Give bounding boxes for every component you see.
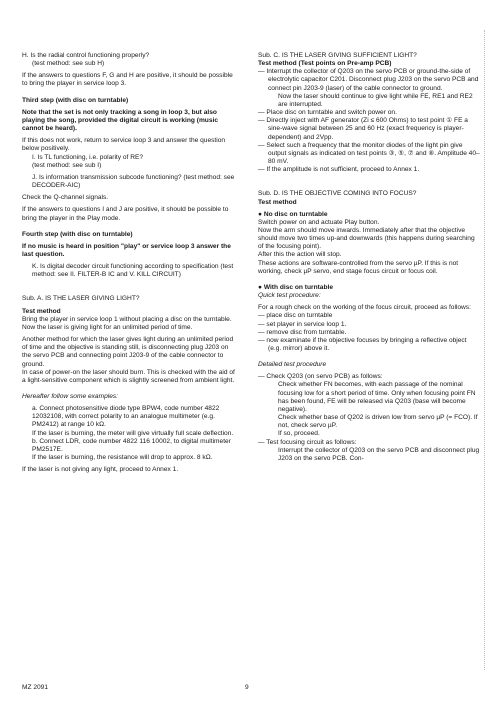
spacer: [22, 279, 238, 287]
italic-heading: Hereafter follow some examples:: [22, 393, 119, 400]
dash-item: — remove disc from turntable.: [258, 328, 347, 336]
paragraph: Switch power on and actuate Play button.: [258, 218, 380, 226]
paragraph: If the laser is not giving any light, proceed to Annex 1.: [22, 466, 179, 474]
dash-item: — set player in service loop 1.: [258, 320, 347, 328]
paragraph: If this does not work, return to service loop 3 and answer the question below positively.: [22, 137, 226, 153]
spacer: [22, 223, 238, 231]
indented-paragraph: (test method: see sub I): [32, 161, 102, 169]
continued-item: Check whether base of Q202 is driven low from servo µP (= FCO). If not, check servo µP.: [278, 414, 478, 430]
section-heading: Test method: [22, 307, 61, 315]
continued-item: Interrupt the collector of Q203 on the servo PCB and disconnect plug J203 on the servo PCB. Con-: [278, 446, 480, 462]
section-heading: Test method: [258, 198, 297, 206]
spacer: [22, 287, 238, 295]
section-heading: Note that the set is not only tracking a song in loop 3, but also playing the song, provided the digital circuit is working (music cannot be heard).: [22, 108, 219, 133]
dash-item: — If the amplitude is not sufficient, proceed to Annex 1.: [258, 166, 420, 174]
indented-paragraph: (test method: see sub H): [32, 60, 105, 68]
italic-heading: Quick test procedure:: [258, 292, 321, 300]
section-heading: Test method (Test points on Pre-amp PCB): [258, 60, 392, 68]
left-column: [22, 52, 238, 474]
paragraph: Now the arm should move inwards. Immediately after that the objective should move two times up-and downwards (this happens during searching of the focusing point).: [258, 226, 475, 251]
spacer: [22, 89, 238, 97]
spacer: [258, 353, 480, 361]
paragraph: These actions are software-controlled from the servo µP. If this is not working, check µP servo, end stage focus circuit or focus coil.: [258, 259, 459, 275]
continued-item: Check whether FN becomes, with each passage of the nominal focusing low for a short period of time. Only when focusing point FN has been found, FE will be released via Q203 (base will become negative).: [278, 381, 476, 413]
paragraph: Sub. C. IS THE LASER GIVING SUFFICIENT LIGHT?: [258, 52, 417, 59]
dash-item: — place disc on turntable: [258, 312, 333, 320]
indented-paragraph: If the laser is burning, the meter will give virtually full scale deflection.: [32, 429, 234, 437]
dash-item: — Test focusing circuit as follows:: [258, 438, 357, 446]
dash-item: — now examinate if the objective focuses by bringing a reflective object (e.g. mirror) above it.: [258, 336, 467, 352]
indented-paragraph: b. Connect LDR, code number 4822 116 10002, to digital multimeter PM2517E.: [32, 437, 231, 453]
paragraph: Sub. D. IS THE OBJECTIVE COMING INTO FOCUS?: [258, 190, 417, 198]
spacer: [258, 174, 480, 182]
paragraph: Another method for which the laser gives light during an unlimited period of time and the objective is standing still, is disconnecting plug J203 on the servo PCB and connecting point J203-9 of the cable connector to ground.: [22, 336, 234, 368]
paragraph: Bring the player in service loop 1 without placing a disc on the turntable. Now the laser is giving light for an unlimited period of time.: [22, 315, 232, 331]
margin-rule: [484, 30, 485, 670]
paragraph: In case of power-on the laser should burn. This is checked with the aid of a light-sensitive component which is slightly screened from ambient light.: [22, 368, 235, 384]
spacer: [258, 276, 480, 284]
spacer: [22, 385, 238, 393]
spacer: [258, 182, 480, 190]
indented-paragraph: K. Is digital decoder circuit functioning according to specification (test method: see II. FILTER-B IC and V. KILL CIRCUIT): [32, 263, 234, 279]
bullet-heading: ● With disc on turntable: [258, 283, 333, 291]
continued-item: Now the laser should continue to give light while FE, RE1 and RE2 are interrupted.: [278, 92, 473, 108]
bullet-heading: ● No disc on turntable: [258, 210, 328, 218]
paragraph: After this the action will stop.: [258, 251, 342, 259]
section-heading: Fourth step (with disc on turntable): [22, 230, 133, 238]
section-heading: Third step (with disc on turntable): [22, 96, 129, 104]
indented-paragraph: I. Is TL functioning, i.e. polarity of RE?: [32, 153, 144, 161]
paragraph: H. Is the radial control functioning properly?: [22, 52, 150, 59]
paragraph: For a rough check on the working of the focus circuit, proceed as follows:: [258, 304, 471, 312]
section-heading: If no music is heard in position "play" or service loop 3 answer the last question.: [22, 242, 231, 258]
document-code: MZ 2091: [22, 684, 49, 691]
paragraph: Check the Q-channel signals.: [22, 194, 109, 202]
dash-item: — Interrupt the collector of Q203 on the servo PCB or ground-the-side of electrolytic capacitor C201. Disconnect plug J203 on the servo PCB and connect pin J203-9 (laser) of the cable connector to ground.: [258, 68, 479, 92]
dash-item: — Select such a frequency that the monitor diodes of the light pin give output signals as indicated on test points ③, ⑤, ⑦ and ⑧. Amplitude 40–80 mV.: [258, 141, 480, 166]
dash-item: — Check Q203 (on servo PCB) as follows:: [258, 373, 383, 381]
indented-paragraph: If the laser is burning, the resistance will drop to approx. 8 kΩ.: [32, 454, 213, 462]
continued-item: If so, proceed.: [278, 430, 320, 438]
dash-item: — Directly inject with AF generator (Zi ≤ 600 Ohms) to test point ① FE a sine-wave signal between 25 and 60 Hz (exact frequency is player-dependent) and 2Vpp.: [258, 117, 468, 141]
right-column: [258, 52, 480, 463]
paragraph: If the answers to questions F, G and H are positive, it should be possible to bring the player in service loop 3.: [22, 72, 233, 88]
indented-paragraph: J. Is information transmission subcode functioning? (test method: see DECODER-AIC): [32, 173, 235, 190]
italic-heading: Detailed test procedure: [258, 361, 327, 369]
paragraph: If the answers to questions I and J are positive, it should be possible to bring the player in the Play mode.: [22, 206, 229, 222]
dash-item: — Place disc on turntable and switch power on.: [258, 109, 397, 117]
paragraph: Sub. A. IS THE LASER GIVING LIGHT?: [22, 295, 140, 303]
indented-paragraph: a. Connect photosensitive diode type BPW4, code number 4822 12032108, with correct polarity to an analogue multimeter (e.g. PM2412) at range 10 kΩ.: [32, 405, 220, 429]
page-number: 9: [245, 684, 249, 691]
